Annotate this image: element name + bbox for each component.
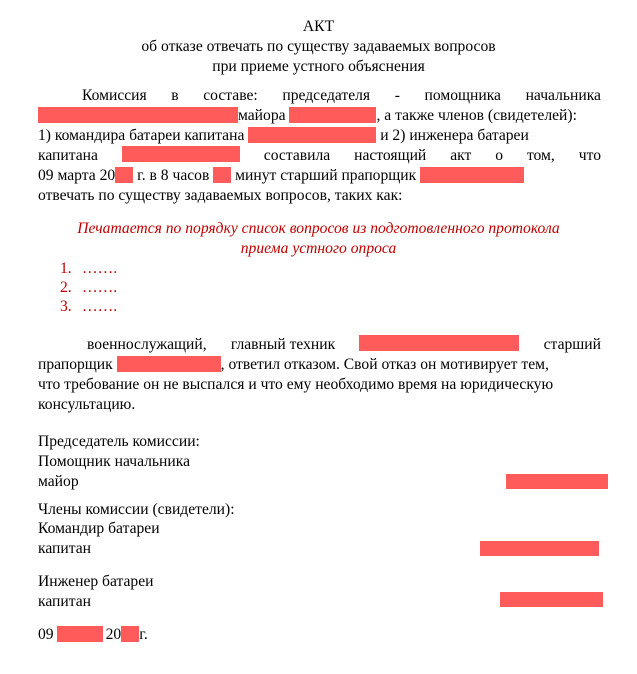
chair-rank: майор	[38, 473, 79, 490]
body-text: старший	[543, 336, 601, 353]
date-year-prefix: 20	[105, 626, 122, 643]
intro-word: акт	[450, 147, 472, 164]
body-text: военнослужащий,	[87, 336, 207, 353]
intro-word: настоящий	[354, 147, 427, 164]
redaction-block	[289, 107, 376, 123]
intro-text: и 2) инженера батареи	[380, 127, 529, 144]
member-2-signature-redaction	[500, 592, 603, 607]
body-text: главный техник	[230, 336, 336, 353]
body-line-1	[87, 335, 601, 355]
body-text: прапорщик	[38, 356, 113, 373]
intro-line-2	[38, 106, 601, 126]
body-line-4: консультацию.	[38, 396, 136, 413]
redaction-block	[121, 626, 139, 642]
question-number: 1.	[60, 260, 72, 277]
intro-word: о	[495, 147, 504, 164]
chair-position: Помощник начальника	[38, 453, 190, 470]
instruction-note-line-1: Печатается по порядку список вопросов из подготовленного протокола	[77, 220, 560, 237]
redaction-block	[122, 146, 240, 162]
document-subtitle-2: при приеме устного объяснения	[212, 58, 425, 75]
chair-signature-redaction	[506, 474, 608, 489]
intro-text: минут старший прапорщик	[235, 167, 417, 184]
intro-text: , а также членов (свидетелей):	[376, 107, 577, 124]
question-text: …….	[82, 279, 118, 296]
intro-line-6: отвечать по существу задаваемых вопросов, таких как:	[38, 187, 403, 204]
body-line-3: что требование он не выспался и что ему необходимо время на юридическую	[38, 376, 554, 393]
member-1-signature-redaction	[480, 541, 599, 556]
redaction-block	[213, 167, 231, 183]
document-title: АКТ	[302, 18, 335, 35]
intro-word: том,	[526, 147, 555, 164]
document-date	[38, 625, 148, 645]
member-2-rank: капитан	[38, 593, 92, 610]
intro-word: что	[578, 147, 601, 164]
member-1-rank: капитан	[38, 540, 92, 557]
date-suffix: г.	[139, 626, 148, 643]
members-label: Члены комиссии (свидетели):	[38, 501, 235, 518]
date-day: 09	[38, 626, 54, 643]
document-subtitle-1: об отказе отвечать по существу задаваемых вопросов	[141, 38, 496, 55]
intro-text: 09 марта 20	[38, 167, 116, 184]
instruction-note-line-2: приема устного опроса	[240, 240, 397, 257]
intro-word: Комиссия	[82, 87, 147, 104]
intro-line-4	[38, 146, 601, 166]
intro-word: -	[394, 87, 400, 104]
redaction-block	[57, 626, 103, 642]
intro-text: 1) командира батареи капитана	[38, 127, 245, 144]
member-1-position: Командир батареи	[38, 520, 160, 537]
intro-line-5	[38, 166, 601, 186]
body-line-2	[38, 355, 601, 375]
question-text: …….	[82, 298, 118, 315]
intro-word: начальника	[525, 87, 601, 104]
body-text: , ответил отказом. Свой отказ он мотивирует тем,	[220, 356, 549, 373]
question-number: 3.	[60, 298, 72, 315]
intro-word: составе:	[203, 87, 258, 104]
redaction-block	[248, 127, 376, 143]
redaction-block	[117, 356, 221, 372]
intro-line-3	[38, 126, 601, 146]
member-2-position: Инженер батареи	[38, 573, 154, 590]
intro-text: капитана	[38, 147, 98, 164]
redaction-block	[359, 335, 519, 351]
intro-text: майора	[238, 107, 286, 124]
redaction-block	[38, 107, 238, 123]
intro-word: в	[171, 87, 179, 104]
intro-word: помощника	[424, 87, 501, 104]
redaction-block	[420, 167, 524, 183]
intro-word: составила	[263, 147, 331, 164]
question-item	[60, 259, 117, 279]
redaction-block	[115, 167, 133, 183]
question-item	[60, 278, 117, 298]
intro-word: председателя	[282, 87, 371, 104]
chair-label: Председатель комиссии:	[38, 433, 200, 450]
question-text: …….	[82, 260, 118, 277]
question-item	[60, 297, 117, 317]
question-number: 2.	[60, 279, 72, 296]
intro-line-1	[82, 86, 601, 106]
intro-text: г. в 8 часов	[137, 167, 210, 184]
